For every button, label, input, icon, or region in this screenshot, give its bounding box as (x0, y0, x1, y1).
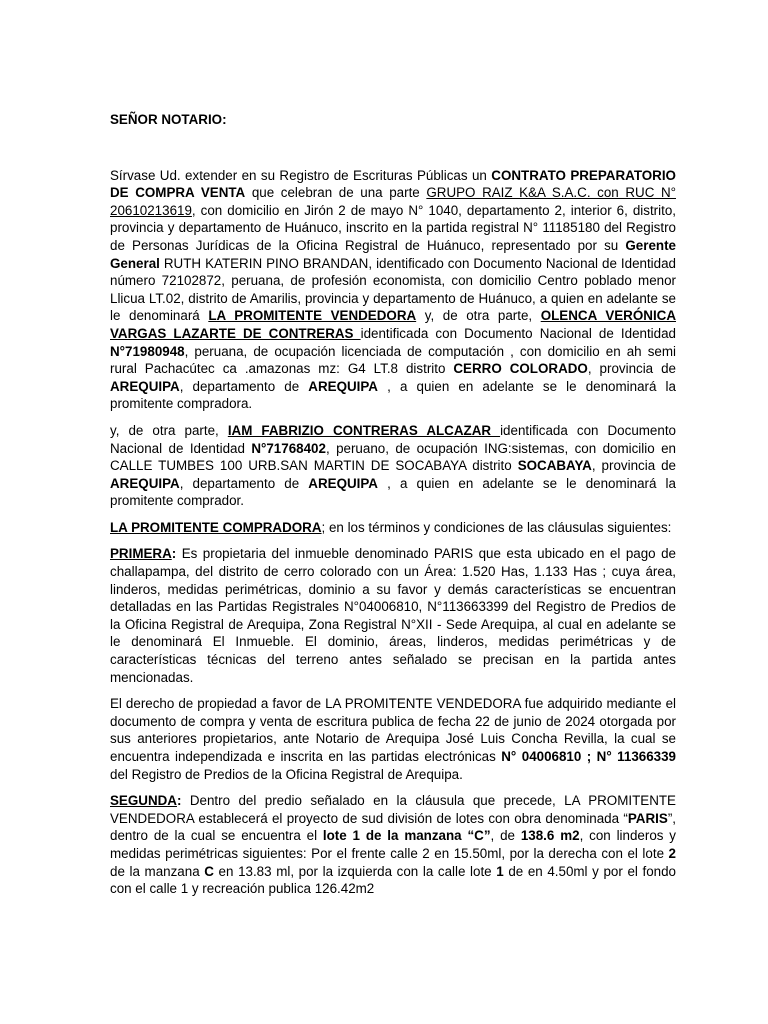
clause-label: SEGUNDA (110, 793, 177, 809)
text-run: , de (490, 828, 521, 844)
text-run: , con linderos y medidas perimétricas siguientes: Por el frente calle 2 en 15.50ml, por la derecha con el lote (110, 828, 676, 861)
text-run: Dentro del predio señalado en la cláusula que precede, LA PROMITENTE VENDEDORA establecerá el proyecto de sud división de lotes con obra denominada “ (110, 793, 676, 826)
bold-term: AREQUIPA (308, 475, 378, 491)
text-run: identificada con Documento Nacional de Identidad (110, 422, 676, 456)
lot-area: 138.6 m2 (520, 828, 580, 844)
clause-colon: : (171, 546, 177, 562)
text-run: , departamento de (179, 475, 309, 491)
text-run: RUTH KATERIN PINO BRANDAN, identificado con Documento Nacional de Identidad número 72102872, peruana, de profesión economista, con domicilio Centro poblado menor Llicua LT.02, distrito de Amarilis, provincia y departamento de Huánuco, a quien en adelante se le denominará (110, 255, 676, 324)
bold-term: 2 (668, 845, 676, 861)
bold-term: Gerente General (110, 237, 676, 271)
paragraph-parties (110, 167, 676, 413)
text-run: identificada con Documento Nacional de Identidad (360, 325, 676, 341)
text-run: ; en los términos y condiciones de las cláusulas siguientes: (321, 519, 672, 535)
text-run: que celebran de una parte (245, 185, 427, 201)
bold-term: AREQUIPA (308, 378, 378, 394)
bold-term: CERRO COLORADO (453, 361, 588, 377)
project-name: PARIS (627, 810, 668, 826)
registry-numbers: N° 04006810 ; N° 11366339 (501, 749, 677, 764)
text-run: y, de otra parte, (416, 308, 541, 324)
contract-title: CONTRATO PREPARATORIO DE COMPRA VENTA (110, 167, 676, 201)
text-run: y, de otra parte, (110, 422, 228, 438)
text-run: , provincia de (587, 361, 676, 377)
text-run: de la manzana (110, 863, 205, 879)
bold-term: AREQUIPA (110, 378, 180, 394)
text-run: Es propietaria del inmueble denominado PARIS que esta ubicado en el pago de challapampa, del distrito de cerro colorado con un Área: 1.520 Has, 1.133 Has ; cuya área, linderos, medidas perimétricas, dominio a su favor y demás características se encuentran detalladas en las Partidas Registrales N°04006810, N°113663399 del Registro de Predios de la Oficina Registral de Arequipa, Zona Registral N°XII - Sede Arequipa, al cual en adelante se le denominará El Inmueble. El dominio, áreas, linderos, medidas perimétricas y de características técnicas del terreno antes señalado se precisan en la partida antes mencionadas. (110, 546, 676, 685)
bold-term: SOCABAYA (517, 458, 592, 474)
seller-designation: LA PROMITENTE VENDEDORA (208, 308, 417, 324)
seller-company: GRUPO RAIZ K&A S.A.C. con RUC N° 20610213619 (110, 185, 676, 218)
text-run: El derecho de propiedad a favor de LA PROMITENTE VENDEDORA fue adquirido mediante el documento de compra y venta de escritura publica de fecha 22 de junio de 2024 otorgada por sus anteriores propietarios, ante Notario de Arequipa José Luis Concha Revilla, la cual se encuentra independizada e inscrita en las partidas electrónicas (110, 696, 676, 764)
second-buyer-name: IAM FABRIZIO CONTRERAS ALCAZAR (227, 422, 501, 438)
text-run: , peruano, de ocupación ING:sistemas, con domicilio en CALLE TUMBES 100 URB.SAN MARTIN DE SOCABAYA distrito (110, 440, 676, 474)
text-run: , departamento de (179, 378, 309, 394)
buyer-name: OLENCA VERÓNICA VARGAS LAZARTE DE CONTRERAS (110, 308, 677, 341)
lot-designation: lote 1 de la manzana “C” (322, 828, 491, 844)
text-run: , a quien en adelante se le denominará la promitente comprador. (110, 475, 676, 509)
second-buyer-dni: N°71768402 (251, 440, 326, 456)
document-heading: SEÑOR NOTARIO: (110, 112, 227, 127)
text-run: en 13.83 ml, por la izquierda con la calle lote (213, 863, 497, 879)
text-run: , a quien en adelante se le denominará la promitente compradora. (110, 378, 676, 412)
clause-primera (110, 545, 676, 686)
bold-term: 1 (496, 863, 504, 879)
buyer-dni: N°71980948 (110, 343, 185, 359)
clause-colon: : (176, 793, 182, 809)
text-run: , provincia de (591, 458, 677, 474)
text-run: Sírvase Ud. extender en su Registro de Escrituras Públicas un (110, 167, 492, 183)
text-run: ”, dentro de la cual se encuentra el (110, 810, 676, 844)
paragraph-ownership (110, 695, 676, 783)
text-run: , peruana, de ocupación licenciada de computación , con domicilio en ah semi rural Pachacútec ca .amazonas mz: G4 LT.8 distrito (110, 343, 676, 377)
text-run: del Registro de Predios de la Oficina Registral de Arequipa. (110, 766, 463, 782)
bold-term: AREQUIPA (110, 475, 180, 491)
document-page (110, 111, 676, 898)
text-run: , con domicilio en Jirón 2 de mayo N° 1040, departamento 2, interior 6, distrito, provincia y departamento de Huánuco, inscrito en la partida registral N° 11185180 del Registro de Personas Jurídicas de la Oficina Registral de Huánuco, representado por su (110, 202, 676, 253)
paragraph-terms-intro (110, 519, 676, 537)
clause-segunda (110, 792, 676, 898)
clause-label: PRIMERA (110, 546, 172, 562)
paragraph-second-buyer (110, 422, 676, 510)
bold-term: C (204, 863, 214, 879)
buyer-designation: LA PROMITENTE COMPRADORA (110, 519, 322, 535)
text-run: de en 4.50ml y por el fondo con el calle 1 y recreación publica 126.42m2 (110, 863, 676, 897)
